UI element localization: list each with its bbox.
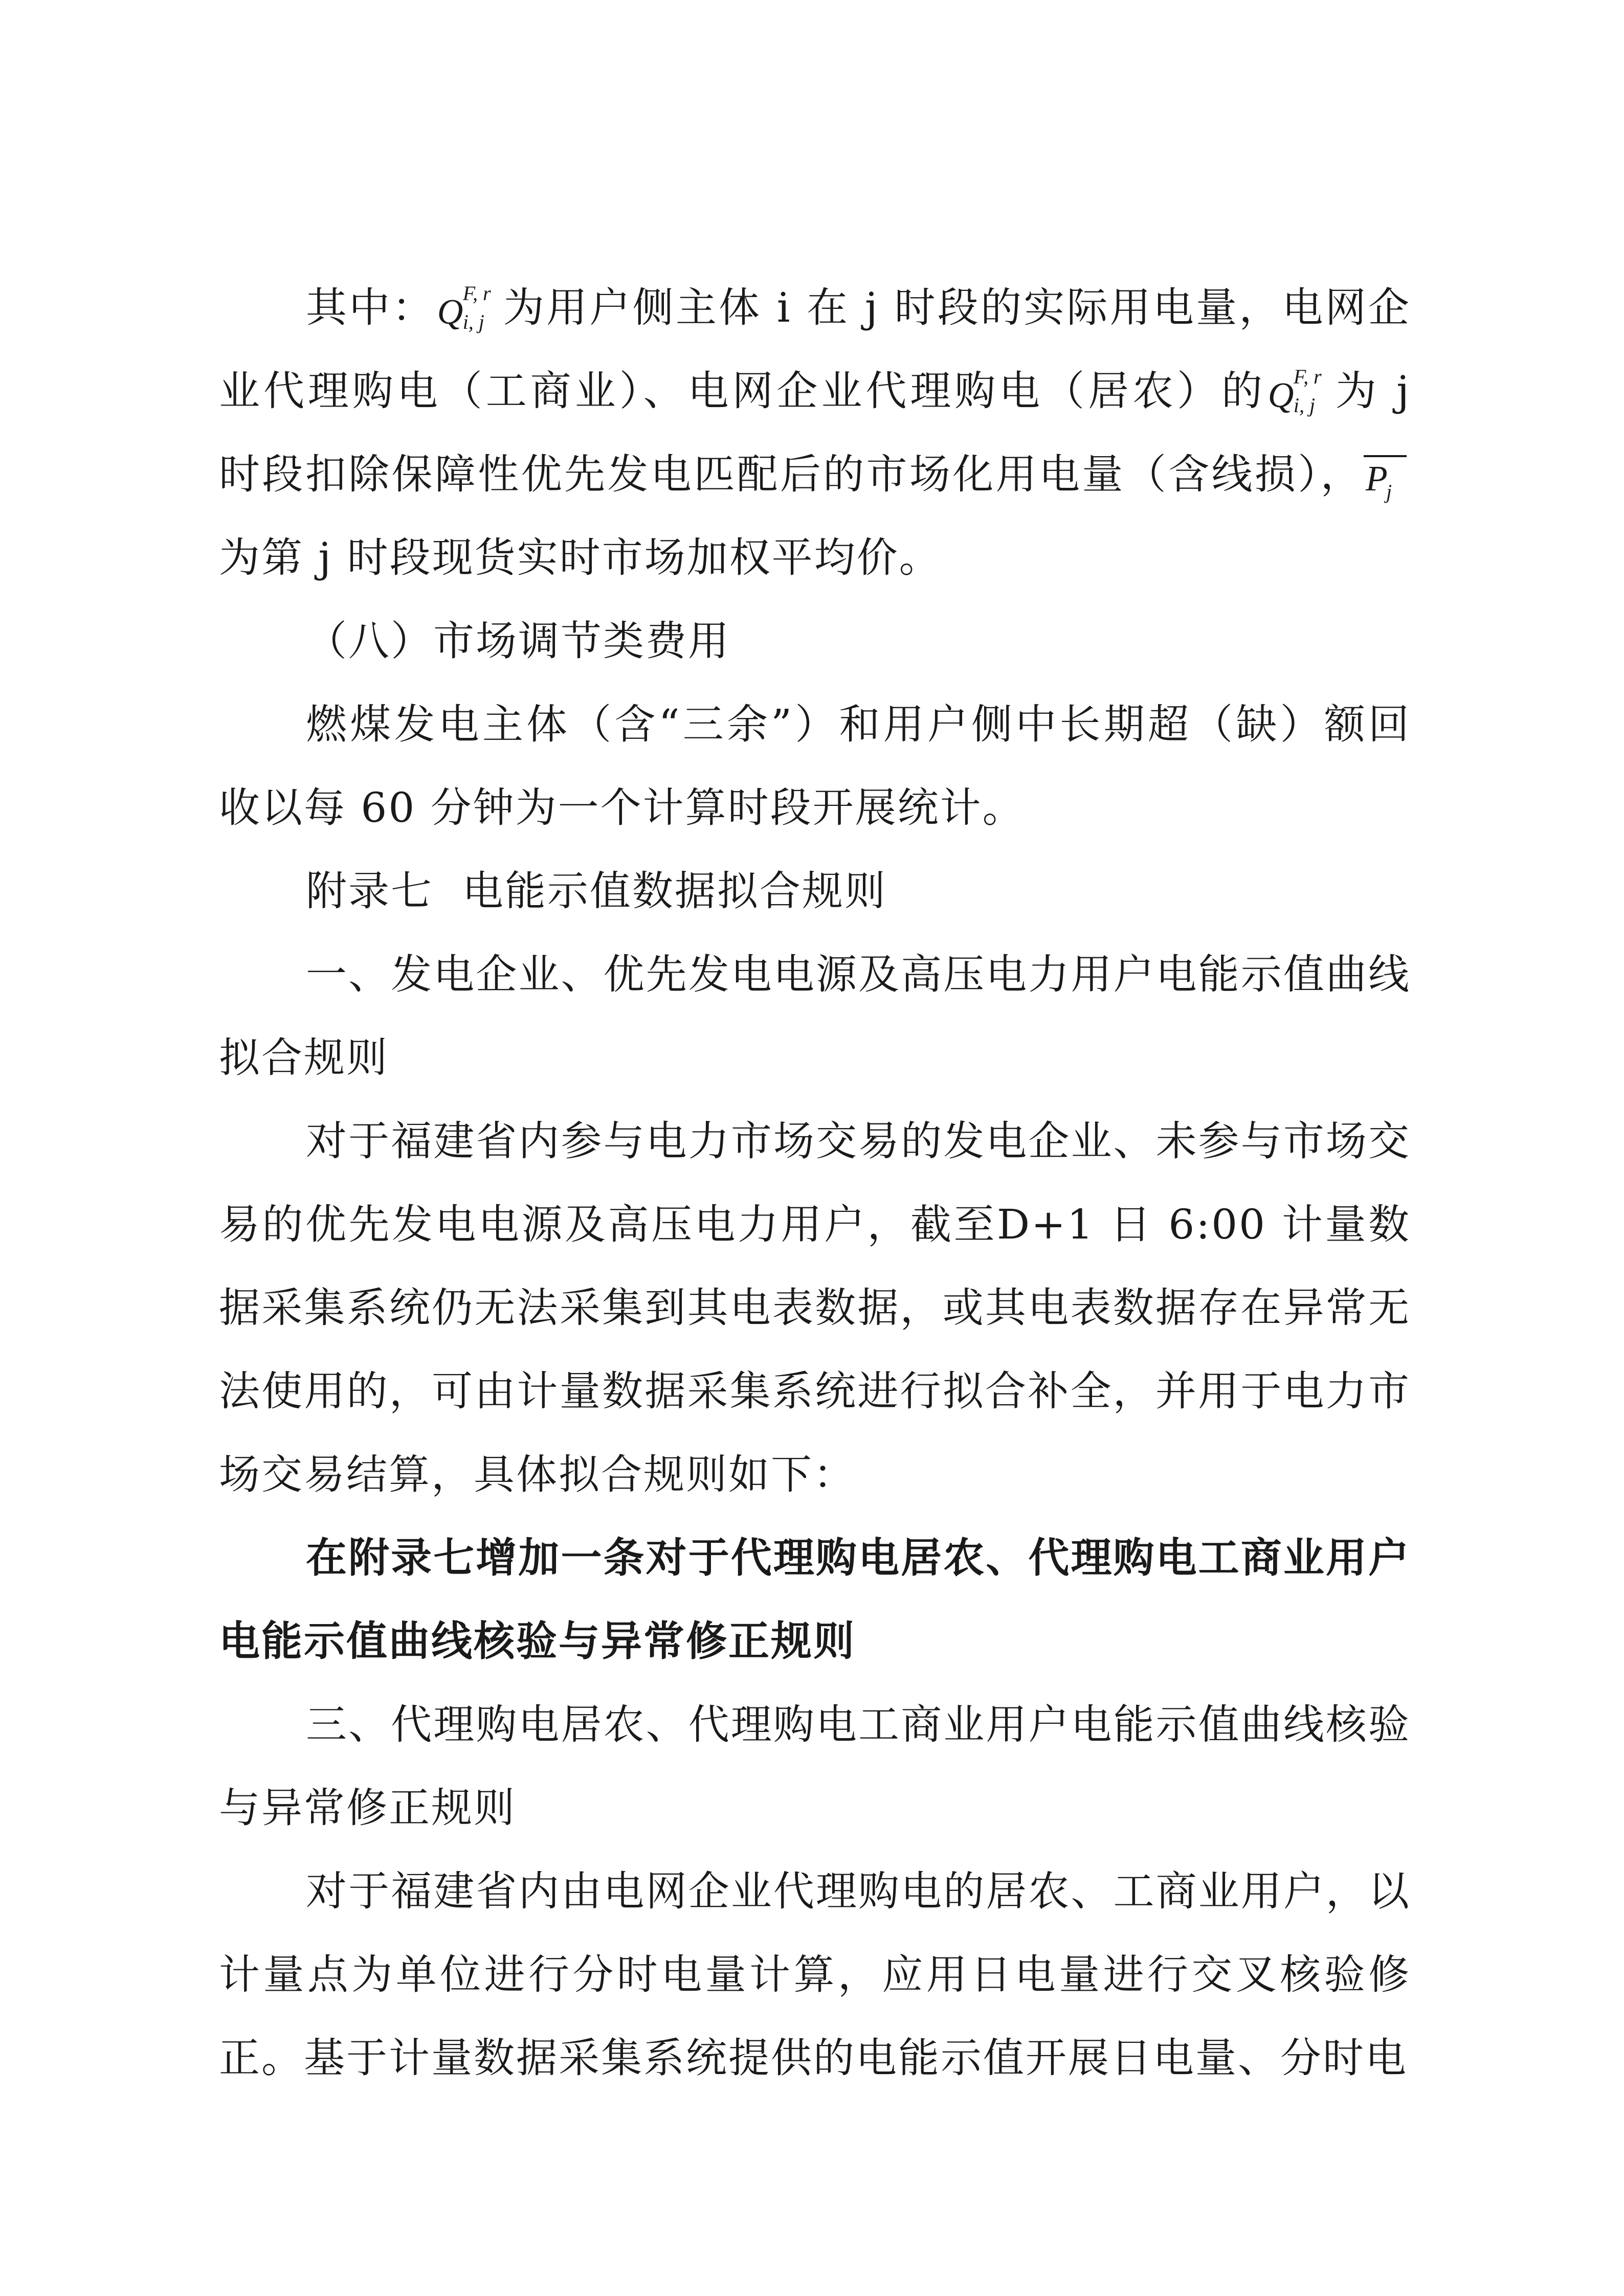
paragraph-text: 为第 j 时段现货实时市场加权平均价。 xyxy=(219,534,942,581)
paragraph-text: 为用户侧主体 i 在 j 时段的实际用电量，电网企业代理购电（工商业）、电网企业代理购电（居农）的 xyxy=(219,284,1411,415)
fitting-paragraph: 对于福建省内参与电力市场交易的发电企业、未参与市场交易的优先发电电源及高压电力用户，截至D+1 日 6:00 计量数据采集系统仍无法采集到其电表数据，或其电表数据存在异常无法使用的，可由计量数据采集系统进行拟合补全，并用于电力市场交易结算，具体拟合规则如下： xyxy=(219,1117,1411,1498)
symbol-superscript: F, r xyxy=(462,282,491,305)
paragraph-text: 为 j 时段扣除保障性优先发电匹配后的市场化用电量（含线损）， xyxy=(219,367,1411,498)
paragraph-text: 其中： xyxy=(306,284,435,331)
q-formula-symbol xyxy=(435,282,503,333)
symbol-subscript: j xyxy=(1386,480,1392,503)
bold-amendment-paragraph: 在附录七增加一条对于代理购电居农、代理购电工商业用户电能示值曲线核验与异常修正规则 xyxy=(219,1534,1411,1665)
symbol-subscript: i, j xyxy=(1293,394,1316,417)
appendix-7-title: 附录七 电能示值数据拟合规则 xyxy=(306,867,887,915)
section-8-heading: （八）市场调节类费用 xyxy=(306,617,730,665)
symbol-superscript: F, r xyxy=(1293,365,1322,388)
p-average-symbol xyxy=(1364,455,1407,503)
verification-paragraph: 对于福建省内由电网企业代理购电的居农、工商业用户，以计量点为单位进行分时电量计算，应用日电量进行交叉核验修正。基于计量数据采集系统提供的电能示值开展日电量、分时电 xyxy=(219,1867,1411,2082)
coal-power-paragraph: 燃煤发电主体（含“三余”）和用户侧中长期超（缺）额回收以每 60 分钟为一个计算时段开展统计。 xyxy=(219,701,1411,831)
formula-explanation-paragraph xyxy=(219,266,1411,599)
section-1-heading: 一、发电企业、优先发电电源及高压电力用户电能示值曲线拟合规则 xyxy=(219,951,1411,1082)
section-3-heading: 三、代理购电居农、代理购电工商业用户电能示值曲线核验与异常修正规则 xyxy=(219,1701,1411,1832)
symbol-base: P xyxy=(1366,459,1388,499)
q-formula-symbol xyxy=(1266,365,1333,417)
symbol-base: Q xyxy=(437,292,463,332)
document-body xyxy=(219,266,1411,2100)
symbol-subscript: i, j xyxy=(462,310,484,333)
symbol-base: Q xyxy=(1267,376,1294,415)
